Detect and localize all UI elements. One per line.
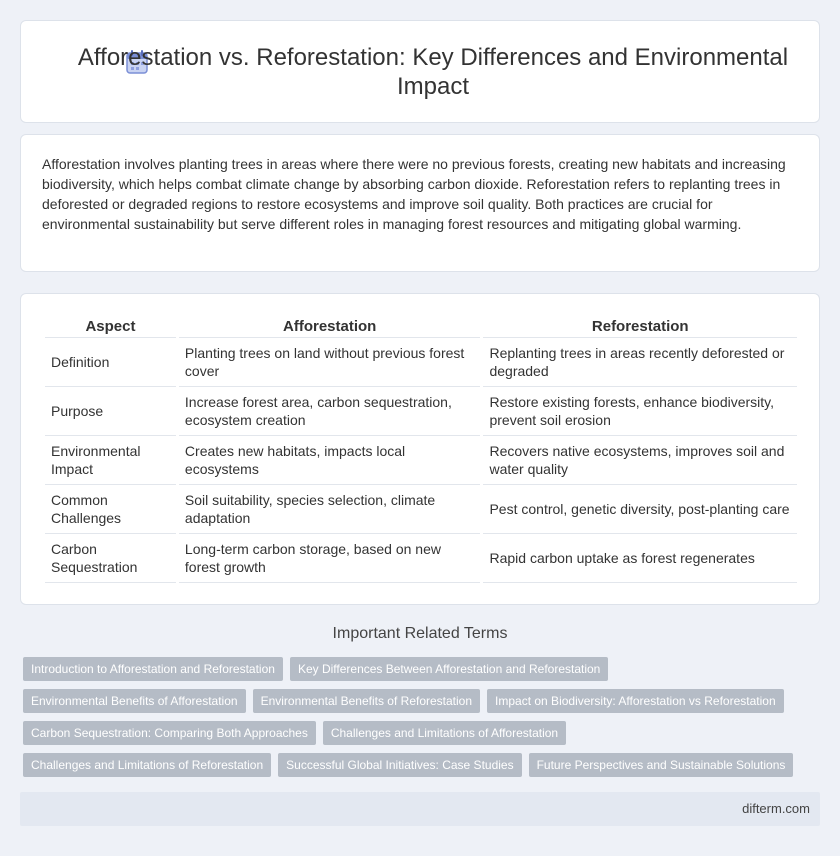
- table-row: [45, 436, 797, 485]
- row-afforestation: Long-term carbon storage, based on new forest growth: [179, 534, 481, 583]
- intro-paragraph: Afforestation involves planting trees in areas where there were no previous forests, creating new habitats and increasing biodiversity, which helps combat climate change by absorbing carbon dioxide. Reforestation refers to replanting trees in deforested or degraded regions to restore ecosystems and improve soil quality. Both practices are crucial for environmental sustainability but serve different roles in managing forest resources and mitigating global warming.: [42, 156, 786, 232]
- related-term-tag[interactable]: Impact on Biodiversity: Afforestation vs Reforestation: [487, 689, 784, 713]
- related-term-tag[interactable]: Introduction to Afforestation and Reforestation: [23, 657, 283, 681]
- table-row: [45, 338, 797, 387]
- table-row: [45, 534, 797, 583]
- related-term-tag[interactable]: Future Perspectives and Sustainable Solutions: [529, 753, 794, 777]
- page-title: Afforestation vs. Reforestation: Key Differences and Environmental Impact: [77, 44, 789, 100]
- row-reforestation: Pest control, genetic diversity, post-planting care: [483, 485, 797, 534]
- related-term-tag[interactable]: Successful Global Initiatives: Case Studies: [278, 753, 521, 777]
- table-header-row: [45, 314, 797, 338]
- related-term-tag[interactable]: Environmental Benefits of Reforestation: [253, 689, 480, 713]
- related-term-tag[interactable]: Environmental Benefits of Afforestation: [23, 689, 246, 713]
- intro-card: [20, 134, 820, 272]
- header-aspect: Aspect: [45, 314, 176, 338]
- footer: [20, 792, 820, 826]
- header-reforestation: Reforestation: [483, 314, 797, 338]
- title-card: [20, 20, 820, 123]
- row-aspect: Common Challenges: [45, 485, 176, 534]
- comparison-table: [42, 314, 800, 583]
- row-afforestation: Soil suitability, species selection, climate adaptation: [179, 485, 481, 534]
- related-term-tag[interactable]: Challenges and Limitations of Reforestation: [23, 753, 271, 777]
- row-reforestation: Recovers native ecosystems, improves soil and water quality: [483, 436, 797, 485]
- row-reforestation: Replanting trees in areas recently deforested or degraded: [483, 338, 797, 387]
- row-aspect: Environmental Impact: [45, 436, 176, 485]
- row-reforestation: Rapid carbon uptake as forest regenerates: [483, 534, 797, 583]
- related-term-tag[interactable]: Key Differences Between Afforestation and Reforestation: [290, 657, 608, 681]
- site-link[interactable]: difterm.com: [742, 801, 810, 816]
- row-aspect: Definition: [45, 338, 176, 387]
- row-aspect: Carbon Sequestration: [45, 534, 176, 583]
- row-afforestation: Creates new habitats, impacts local ecosystems: [179, 436, 481, 485]
- related-terms-list: [23, 657, 803, 785]
- related-term-tag[interactable]: Challenges and Limitations of Afforestation: [323, 721, 566, 745]
- related-terms-heading: Important Related Terms: [332, 625, 508, 642]
- header-afforestation: Afforestation: [179, 314, 481, 338]
- row-afforestation: Planting trees on land without previous forest cover: [179, 338, 481, 387]
- table-row: [45, 387, 797, 436]
- comparison-table-card: [20, 293, 820, 605]
- row-aspect: Purpose: [45, 387, 176, 436]
- table-row: [45, 485, 797, 534]
- row-reforestation: Restore existing forests, enhance biodiversity, prevent soil erosion: [483, 387, 797, 436]
- related-term-tag[interactable]: Carbon Sequestration: Comparing Both Approaches: [23, 721, 316, 745]
- row-afforestation: Increase forest area, carbon sequestration, ecosystem creation: [179, 387, 481, 436]
